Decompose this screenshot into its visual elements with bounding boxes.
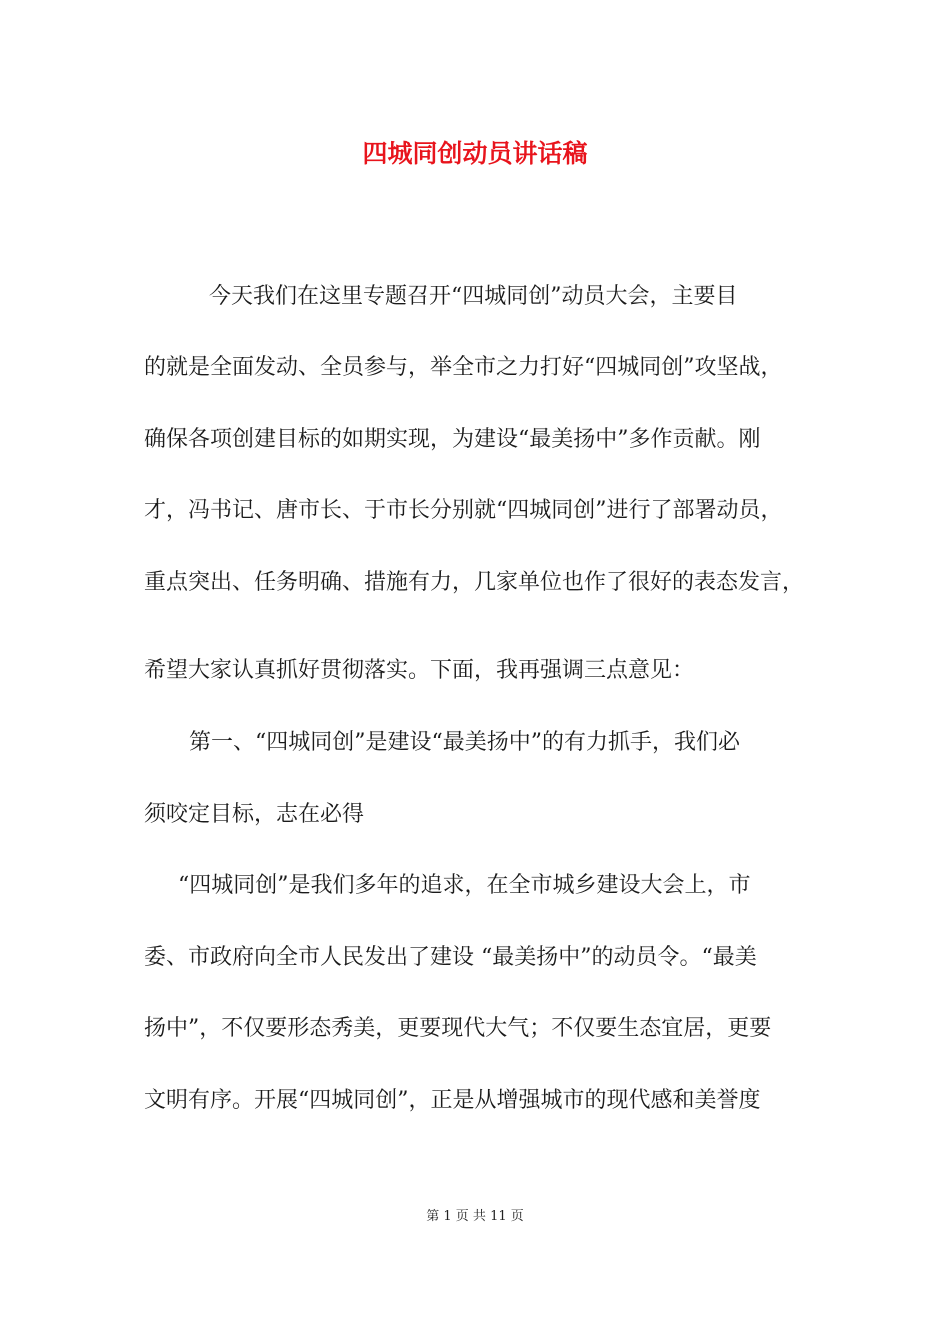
paragraph-line: 扬中”，不仅要形态秀美，更要现代大气；不仅要生态宜居，更要: [144, 1016, 772, 1041]
paragraph-line: 才，冯书记、唐市长、于市长分别就“四城同创”进行了部署动员，: [144, 498, 783, 523]
paragraph-line: 文明有序。开展“四城同创”，正是从增强城市的现代感和美誉度: [144, 1088, 761, 1113]
paragraph-line: 的就是全面发动、全员参与，举全市之力打好“四城同创”攻坚战，: [144, 355, 783, 380]
paragraph-line: 确保各项创建目标的如期实现，为建设“最美扬中”多作贡献。刚: [144, 427, 761, 452]
paragraph-line: 重点突出、任务明确、措施有力，几家单位也作了很好的表态发言，: [144, 570, 805, 595]
paragraph-line: “四城同创”是我们多年的追求，在全市城乡建设大会上，市: [178, 873, 751, 898]
footer-page-number: 1: [443, 1209, 452, 1224]
footer-prefix: 第: [426, 1209, 440, 1224]
footer-middle: 页 共: [455, 1209, 486, 1224]
section-heading-line: 第一、“四城同创”是建设“最美扬中”的有力抓手，我们必: [189, 730, 740, 755]
paragraph-line: 今天我们在这里专题召开“四城同创”动员大会，主要目: [209, 284, 738, 309]
document-title: 四城同创动员讲话稿: [362, 139, 588, 168]
paragraph-line: 委、市政府向全市人民发出了建设 “最美扬中”的动员令。“最美: [144, 945, 757, 970]
paragraph-line: 希望大家认真抓好贯彻落实。下面，我再强调三点意见：: [144, 658, 695, 683]
footer-suffix: 页: [510, 1209, 524, 1224]
page-footer: [0, 1208, 950, 1226]
section-heading-line: 须咬定目标，志在必得: [144, 802, 365, 827]
footer-total-pages: 11: [490, 1209, 507, 1224]
